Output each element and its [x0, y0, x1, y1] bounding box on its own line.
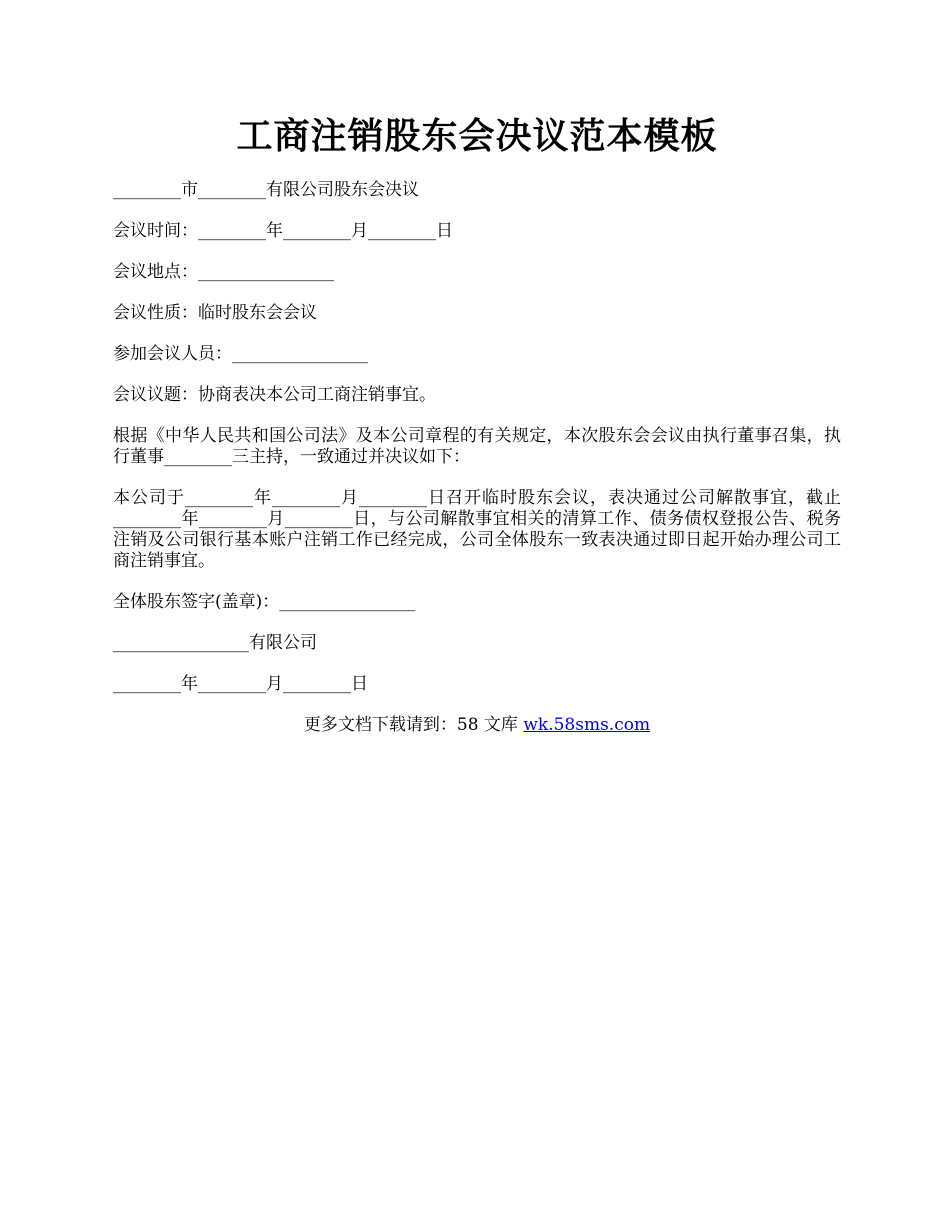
meeting-topic: 会议议题：协商表决本公司工商注销事宜。	[113, 385, 436, 405]
meeting-time: 会议时间：________年________月________日	[113, 221, 453, 241]
legal-basis-paragraph: 根据《中华人民共和国公司法》及本公司章程的有关规定，本次股东会会议由执行董事召集，执行董事________三主持，一致通过并决议如下：	[113, 426, 841, 467]
resolution-body-paragraph: 本公司于________年________月________日召开临时股东会议，表决通过公司解散事宜，截止________年________月________日，与公司解散事宜相关的清算工作、债务债权登报公告、税务注销及公司银行基本账户注销工作已经完成，公司全体股东一致表决通过即日起开始办理公司工商注销事宜。	[113, 488, 841, 571]
shareholder-signature-line: 全体股东签字(盖章)：________________	[113, 592, 416, 612]
meeting-attendees: 参加会议人员：________________	[113, 344, 368, 364]
company-name-line: ________________有限公司	[113, 633, 317, 653]
document-title: 工商注销股东会决议范本模板	[236, 115, 718, 157]
resolution-heading: ________市________有限公司股东会决议	[113, 180, 419, 200]
meeting-nature: 会议性质：临时股东会会议	[113, 303, 317, 323]
meeting-location: 会议地点：________________	[113, 262, 334, 282]
footer-link[interactable]: wk.58sms.com	[523, 715, 651, 735]
date-line: ________年________月________日	[113, 674, 368, 694]
download-footer	[113, 715, 841, 736]
footer-text: 更多文档下载请到：58 文库	[303, 715, 524, 735]
document-page	[113, 112, 841, 753]
